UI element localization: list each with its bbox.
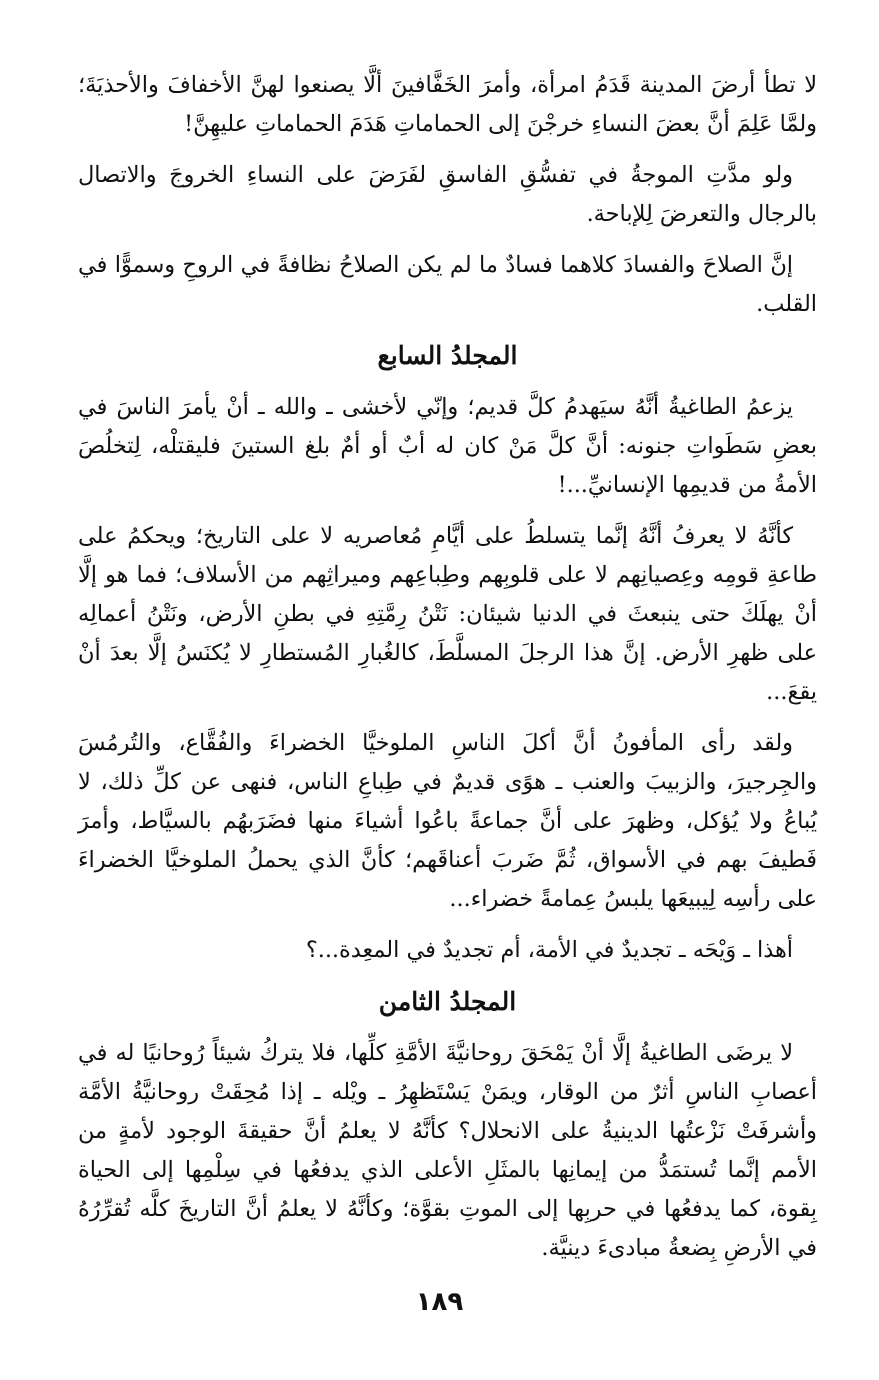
page-body <box>78 66 817 1280</box>
paragraph-molokhia-ban: ولقد رأى المأفونُ أنَّ أكلَ الناسِ الملوخيَّا الخضراءَ والفُقَّاع، والتُرمُسَ والجِرجيرَ، والزبيبَ والعنب ـ هوًى قديمٌ في طِباعِ الناس، فنهى عن كلِّ ذلك، لا يُباعُ ولا يُؤكل، وظهرَ على أنَّ جماعةً باعُوا أشياءَ منها فضَرَبهُم بالسيَّاط، وأمرَ فَطيفَ بهم في الأسواق، ثُمَّ ضَربَ أعناقَهم؛ كأنَّ الذي يحملُ الملوخيَّا الخضراءَ على رأسِه لِيبيعَها يلبسُ عِمامةً خضراء... <box>78 730 817 912</box>
paragraph-tyrant-destroys-old: يزعمُ الطاغيةُ أنَّهُ سيَهدمُ كلَّ قديم؛ وإنّي لأخشى ـ والله ـ أنْ يأمرَ الناسَ في بعضِ سَطَواتِ جنونه: أنَّ كلَّ مَنْ كان له أبٌ أو أمٌ بلغ الستينَ فليقتلْه، لِتخلُصَ الأمةُ من قديمِها الإنسانيِّ...! <box>78 394 817 498</box>
paragraph-tyrant-and-history: كأنَّهُ لا يعرفُ أنَّهُ إنَّما يتسلطُ على أيَّامِ مُعاصريه لا على التاريخ؛ ويحكمُ على طاعةِ قومِه وعِصيانِهم لا على قلوبِهم وطِباعِهم وميراثِهم من الأسلاف؛ فما هو إلَّا أنْ يهلَكَ حتى ينبعثَ في الدنيا شيئان: نَتْنُ رِمَّتِهِ في بطنِ الأرض، ونَتْنُ أعمالِه على ظهرِ الأرض. إنَّ هذا الرجلَ المسلَّطَ، كالغُبارِ المُستطارِ لا يُكنَسُ إلَّا بعدَ أنْ يقعَ... <box>78 523 817 705</box>
heading-seventh-volume: المجلدُ السابع <box>377 341 518 370</box>
paragraph-righteousness-corruption: إنَّ الصلاحَ والفسادَ كلاهما فسادٌ ما لم يكن الصلاحُ نظافةً في الروحِ وسموًّا في القلب. <box>78 252 817 317</box>
heading-eighth-volume: المجلدُ الثامن <box>378 987 517 1016</box>
page-number: ١٨٩ <box>415 1287 464 1317</box>
paragraph-spirituality-of-nation: لا يرضَى الطاغيةُ إلَّا أنْ يَمْحَقَ روحانيَّةَ الأمَّةِ كلِّها، فلا يتركُ شيئاً رُوحانيًا له في أعصابِ الناسِ أثرٌ من الوقار، ويمَنْ يَسْتَظهِرُ ـ ويْله ـ إذا مُحِقَتْ روحانيَّةُ الأمَّة وأشرفَتْ نَزْعتُها الدينيةُ على الانحلال؟ كأنَّهُ لا يعلمُ أنَّ حقيقةَ الوجود لأمةٍ من الأمم إنَّما تُستمَدُّ من إيمانِها بالمثَلِ الأعلى الذي يدفعُها في سِلْمِها إلى الحياة بِقوة، كما يدفعُها في حربِها إلى الموتِ بقوَّة؛ وكأنَّهُ لا يعلمُ أنَّ التاريخَ كلَّه تُقرِّرُهُ في الأرضِ بِضعةُ مبادىءَ دينيَّة. <box>78 1040 817 1261</box>
paragraph-women-decree: لا تطأ أرضَ المدينة قَدَمُ امرأة، وأمرَ الخَفَّافينَ ألَّا يصنعوا لهنَّ الأخفافَ والأحذيَةَ؛ ولمَّا عَلِمَ أنَّ بعضَ النساءِ خرجْنَ إلى الحماماتِ هَدَمَ الحماماتِ عليهِنَّ! <box>78 72 817 137</box>
paragraph-renewal-question: أهذا ـ وَيْحَه ـ تجديدٌ في الأمة، أم تجديدٌ في المعِدة...؟ <box>305 937 793 963</box>
paragraph-wave-of-depravity: ولو مدَّتِ الموجةُ في تفسُّقِ الفاسقِ لفَرَضَ على النساءِ الخروجَ والاتصال بالرجال والتعرضَ لِلإباحة. <box>78 162 817 227</box>
